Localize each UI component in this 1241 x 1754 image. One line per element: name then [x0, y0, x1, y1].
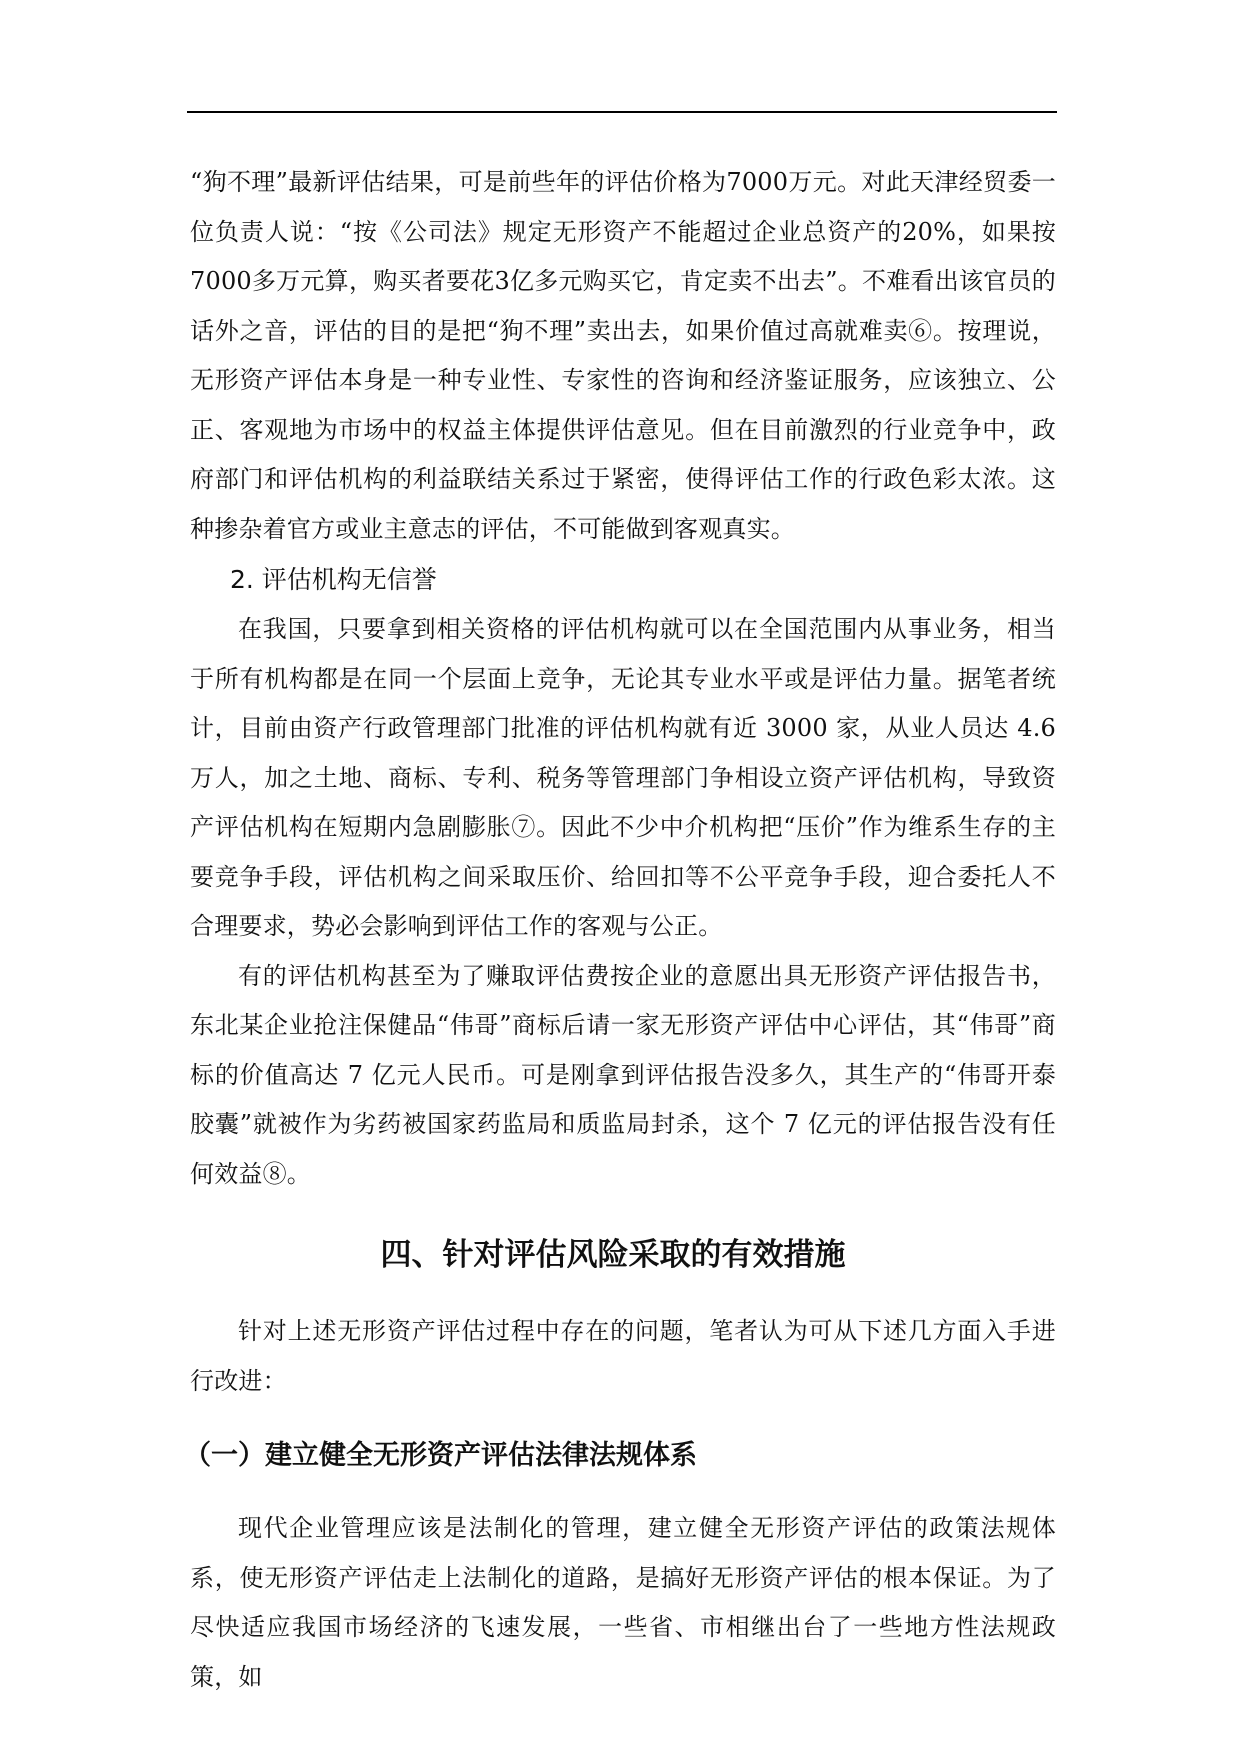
subheading-agency-credibility: 2. 评估机构无信誉: [230, 565, 437, 594]
paragraph-agency-competition: 在我国，只要拿到相关资格的评估机构就可以在全国范围内从事业务，相当于所有机构都是在同一个层面上竞争，无论其专业水平或是评估力量。据笔者统计，目前由资产行政管理部门批准的评估机构就有近 3000 家，从业人员达 4.6 万人，加之土地、商标、专利、税务等管理部门争相设立资产评估机构，导致资产评估机构在短期内急剧膨胀⑦。因此不少中介机构把“压价”作为维系生存的主要竞争手段，评估机构之间采取压价、给回扣等不公平竞争手段，迎合委托人不合理要求，势必会影响到评估工作的客观与公正。: [190, 615, 1056, 940]
paragraph-gou-bu-li-valuation: “狗不理”最新评估结果，可是前些年的评估价格为7000万元。对此天津经贸委一位负责人说：“按《公司法》规定无形资产不能超过企业总资产的20%，如果按7000多万元算，购买者要花3亿多元购买它，肯定卖不出去”。不难看出该官员的话外之音，评估的目的是把“狗不理”卖出去，如果价值过高就难卖⑥。按理说，无形资产评估本身是一种专业性、专家性的咨询和经济鉴证服务，应该独立、公正、客观地为市场中的权益主体提供评估意见。但在目前激烈的行业竞争中，政府部门和评估机构的利益联结关系过于紧密，使得评估工作的行政色彩太浓。这种掺杂着官方或业主意志的评估，不可能做到客观真实。: [190, 168, 1056, 543]
paragraph-legal-system: 现代企业管理应该是法制化的管理，建立健全无形资产评估的政策法规体系，使无形资产评估走上法制化的道路，是搞好无形资产评估的根本保证。为了尽快适应我国市场经济的飞速发展，一些省、市相继出台了一些地方性法规政策，如: [190, 1514, 1056, 1691]
paragraph-improvement-intro: 针对上述无形资产评估过程中存在的问题，笔者认为可从下述几方面入手进行改进：: [190, 1317, 1056, 1395]
subsection-heading-legal-system: （一）建立健全无形资产评估法律法规体系: [184, 1440, 697, 1471]
document-body: [184, 158, 1056, 1702]
header-rule: [187, 111, 1057, 113]
section-heading-4: 四、针对评估风险采取的有效措施: [380, 1237, 846, 1273]
paragraph-weige-trademark: 有的评估机构甚至为了赚取评估费按企业的意愿出具无形资产评估报告书，东北某企业抢注保健品“伟哥”商标后请一家无形资产评估中心评估，其“伟哥”商标的价值高达 7 亿元人民币。可是刚拿到评估报告没多久，其生产的“伟哥开泰胶囊”就被作为劣药被国家药监局和质监局封杀，这个 7 亿元的评估报告没有任何效益⑧。: [190, 961, 1056, 1188]
